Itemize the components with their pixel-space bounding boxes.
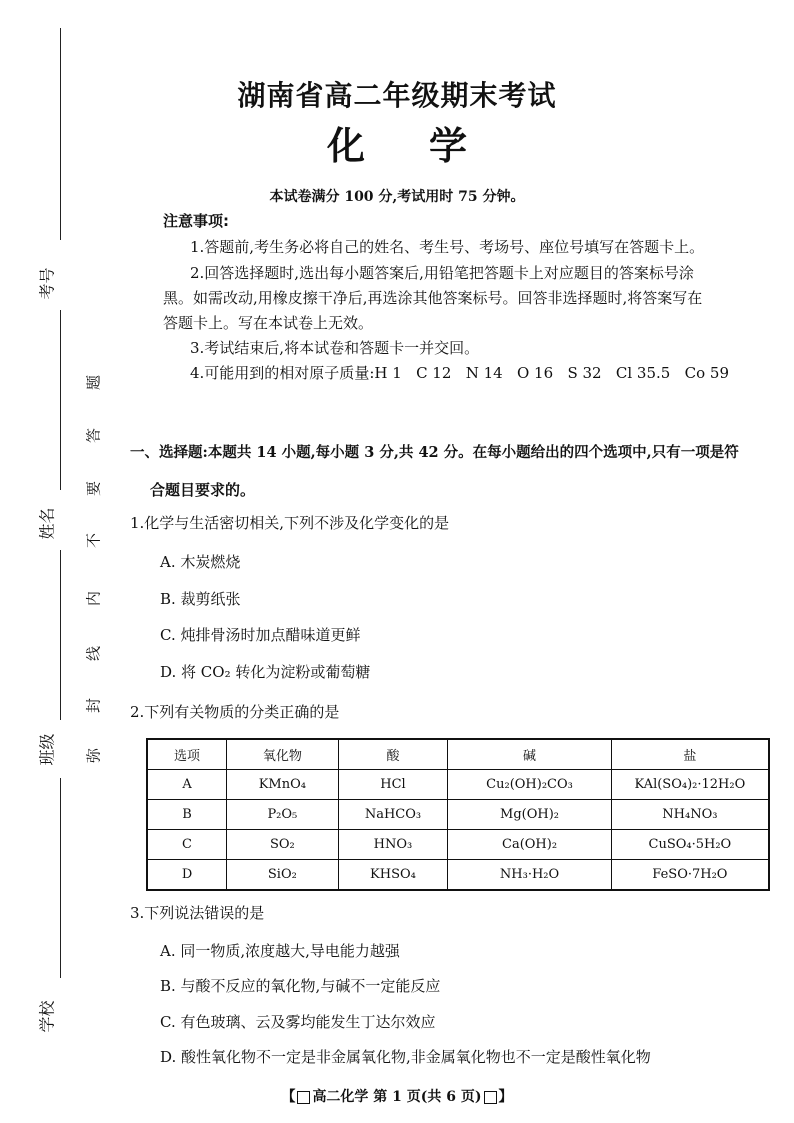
- seal-char: 线: [84, 646, 103, 662]
- table-header: 碱: [448, 739, 611, 770]
- option-b: B. 与酸不反应的氧化物,与碱不一定能反应: [160, 977, 441, 995]
- notice-item: 4.可能用到的相对原子质量:H 1 C 12 N 14 O 16 S 32 Cl 35.5 Co 59: [190, 364, 729, 382]
- binding-line: [60, 550, 61, 720]
- table-cell: P₂O₅: [227, 800, 339, 830]
- notice-item: 答题卡上。写在本试卷上无效。: [163, 314, 374, 332]
- table-cell: HCl: [338, 770, 448, 800]
- table-cell: HNO₃: [338, 830, 448, 860]
- option-b: B. 裁剪纸张: [160, 590, 241, 608]
- seal-char: 弥: [84, 748, 103, 764]
- seal-char: 要: [84, 481, 103, 497]
- section-heading: 一、选择题:本题共 14 小题,每小题 3 分,共 42 分。在每小题给出的四个选项中,只有一项是符: [130, 444, 739, 461]
- table-header: 酸: [338, 739, 448, 770]
- footer-text: 高二化学 第 1 页(共 6 页): [312, 1089, 482, 1105]
- option-a: A. 木炭燃烧: [160, 553, 241, 571]
- binding-line: [60, 778, 61, 978]
- notice-item: 3.考试结束后,将本试卷和答题卡一并交回。: [190, 339, 480, 357]
- footer-bracket: 【: [281, 1089, 296, 1105]
- box-icon: [484, 1091, 497, 1104]
- table-cell: B: [147, 800, 227, 830]
- table-cell: NaHCO₃: [338, 800, 448, 830]
- table-cell: SO₂: [227, 830, 339, 860]
- option-d: D. 酸性氧化物不一定是非金属氧化物,非金属氧化物也不一定是酸性氧化物: [160, 1048, 651, 1066]
- table-cell: Mg(OH)₂: [448, 800, 611, 830]
- seal-char: 题: [84, 375, 103, 391]
- table-cell: Ca(OH)₂: [448, 830, 611, 860]
- table-cell: NH₄NO₃: [611, 800, 769, 830]
- table-cell: KHSO₄: [338, 860, 448, 891]
- subject-char: 化: [326, 124, 365, 168]
- table-cell: KAl(SO₄)₂·12H₂O: [611, 770, 769, 800]
- option-c: C. 炖排骨汤时加点醋味道更鲜: [160, 626, 361, 644]
- page-footer: [0, 1086, 794, 1106]
- subject-char: 学: [429, 124, 468, 168]
- option-a: A. 同一物质,浓度越大,导电能力越强: [160, 942, 400, 960]
- table-cell: CuSO₄·5H₂O: [611, 830, 769, 860]
- table-cell: NH₃·H₂O: [448, 860, 611, 891]
- option-d: D. 将 CO₂ 转化为淀粉或葡萄糖: [160, 663, 371, 681]
- table-cell: C: [147, 830, 227, 860]
- notice-heading: 注意事项:: [163, 212, 229, 230]
- school-label: 学校: [37, 1000, 57, 1033]
- notice-item: 1.答题前,考生务必将自己的姓名、考生号、考场号、座位号填写在答题卡上。: [190, 238, 705, 256]
- classification-table: [146, 738, 770, 891]
- notice-item: 黑。如需改动,用橡皮擦干净后,再选涂其他答案标号。回答非选择题时,将答案写在: [163, 289, 703, 307]
- exam-info: 本试卷满分 100 分,考试用时 75 分钟。: [269, 189, 525, 205]
- question-3-stem: 3.下列说法错误的是: [130, 904, 265, 922]
- exam-title: 湖南省高二年级期末考试: [237, 79, 557, 112]
- section-heading-cont: 合题目要求的。: [150, 481, 256, 499]
- exam-number-label: 考号: [37, 267, 57, 300]
- question-2-stem: 2.下列有关物质的分类正确的是: [130, 703, 340, 721]
- class-label: 班级: [37, 733, 57, 766]
- table-header: 氧化物: [227, 739, 339, 770]
- table-cell: Cu₂(OH)₂CO₃: [448, 770, 611, 800]
- seal-char: 封: [84, 698, 103, 714]
- subject-title: [0, 115, 794, 170]
- table-header: 盐: [611, 739, 769, 770]
- table-header-row: [147, 739, 769, 770]
- table-cell: A: [147, 770, 227, 800]
- option-c: C. 有色玻璃、云及雾均能发生丁达尔效应: [160, 1013, 436, 1031]
- seal-char: 答: [84, 428, 103, 444]
- table-cell: SiO₂: [227, 860, 339, 891]
- seal-char: 不: [84, 533, 103, 549]
- table-cell: KMnO₄: [227, 770, 339, 800]
- table-header: 选项: [147, 739, 227, 770]
- table-cell: FeSO·7H₂O: [611, 860, 769, 891]
- box-icon: [297, 1091, 310, 1104]
- name-label: 姓名: [37, 507, 57, 540]
- seal-char: 内: [84, 591, 103, 607]
- table-row: [147, 860, 769, 891]
- table-row: [147, 770, 769, 800]
- table-row: [147, 830, 769, 860]
- notice-item: 2.回答选择题时,选出每小题答案后,用铅笔把答题卡上对应题目的答案标号涂: [190, 264, 694, 282]
- binding-line: [60, 310, 61, 490]
- question-1-stem: 1.化学与生活密切相关,下列不涉及化学变化的是: [130, 514, 450, 532]
- table-cell: D: [147, 860, 227, 891]
- footer-bracket: 】: [498, 1089, 513, 1105]
- table-row: [147, 800, 769, 830]
